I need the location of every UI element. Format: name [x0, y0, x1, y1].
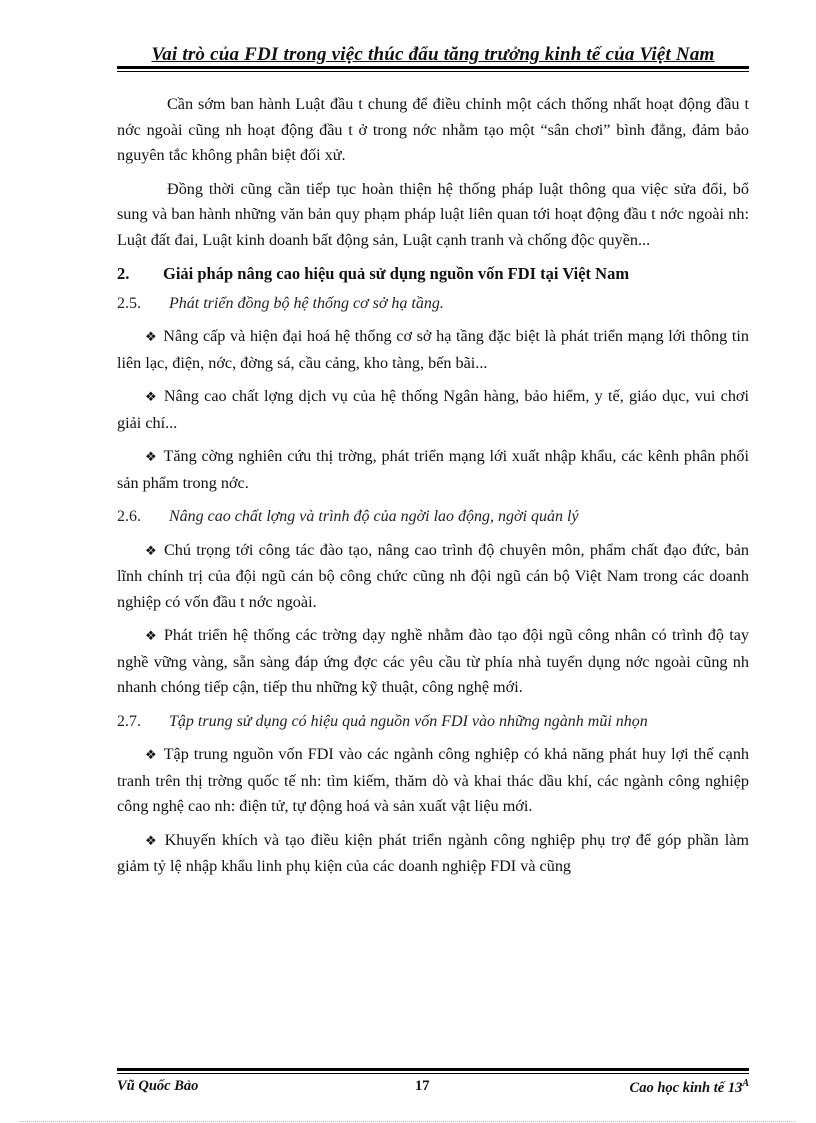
diamond-bullet-icon: ❖	[145, 450, 158, 465]
diamond-bullet-icon: ❖	[145, 330, 158, 345]
header-rule-thick	[117, 66, 749, 69]
footer-course-text: Cao học kinh tế 13	[629, 1079, 743, 1096]
page-number: 17	[415, 1078, 430, 1094]
footer-rule-thick	[117, 1068, 749, 1071]
bullet-text: Nâng cấp và hiện đại hoá hệ thống cơ sở hạ tầng đặc biệt là phát triển mạng lới thông tin liên lạc, điện, nớc, đờng sá, cầu cảng, kho tàng, bến bãi...	[117, 327, 749, 372]
section-heading	[117, 261, 749, 287]
subsection-heading	[117, 709, 749, 735]
bullet-text: Tăng cờng nghiên cứu thị trờng, phát triển mạng lới xuất nhập khẩu, các kênh phân phối sản phẩm trong nớc.	[117, 447, 750, 492]
page-bottom-dotted-border	[20, 1121, 796, 1122]
footer-course-superscript: A	[742, 1078, 749, 1089]
document-body	[117, 92, 749, 888]
bullet-text: Chú trọng tới công tác đào tạo, nâng cao trình độ chuyên môn, phẩm chất đạo đức, bản lĩnh chính trị của đội ngũ cán bộ công chức cũng nh đội ngũ cán bộ Việt Nam trong các doanh nghiệp có vốn đầu t nớc ngoài.	[117, 540, 750, 611]
section-number: 2.	[117, 264, 130, 283]
subsection-number: 2.6.	[117, 508, 141, 525]
bullet-text: Khuyến khích và tạo điều kiện phát triển ngành công nghiệp phụ trợ để góp phần làm giảm tỷ lệ nhập khẩu linh phụ kiện của các doanh nghiệp FDI và cũng	[117, 830, 749, 875]
diamond-bullet-icon: ❖	[145, 629, 158, 644]
diamond-bullet-icon: ❖	[145, 833, 159, 849]
page-header-title: Vai trò của FDI trong việc thúc đẩu tăng trưởng kinh tế của Việt Nam	[151, 44, 715, 65]
diamond-bullet-icon: ❖	[145, 543, 158, 559]
bullet-item	[117, 538, 749, 616]
bullet-item	[117, 444, 749, 496]
bullet-text: Nâng cao chất lợng dịch vụ của hệ thống Ngân hàng, bảo hiểm, y tế, giáo dục, vui chơi giải chí...	[117, 387, 749, 432]
page-footer	[117, 1078, 749, 1102]
subsection-heading	[117, 291, 749, 317]
subsection-title: Tập trung sử dụng có hiệu quả nguồn vốn FDI vào những ngành mũi nhọn	[169, 712, 648, 730]
footer-author: Vũ Quốc Bảo	[117, 1078, 199, 1094]
bullet-text: Tập trung nguồn vốn FDI vào các ngành công nghiệp có khả năng phát huy lợi thế cạnh tranh trên thị trờng quốc tế nh: tìm kiếm, thăm dò và khai thác dầu khí, các ngành công nghiệp công nghệ cao nh: điện tử, tự động hoá và sản xuất vật liệu mới.	[117, 745, 750, 815]
paragraph: Đồng thời cũng cần tiếp tục hoàn thiện hệ thống pháp luật thông qua việc sửa đổi, bổ sung và ban hành những văn bản quy phạm pháp luật liên quan tới hoạt động đầu t nớc ngoài nh: Luật đất đai, Luật kinh doanh bất động sản, Luật cạnh tranh và chống độc quyền...	[117, 179, 749, 249]
bullet-item	[117, 623, 749, 701]
subsection-number: 2.5.	[117, 294, 141, 312]
section-title: Giải pháp nâng cao hiệu quả sử dụng nguồn vốn FDI tại Việt Nam	[163, 264, 630, 283]
bullet-text: Phát triển hệ thống các trờng dạy nghề nhằm đào tạo đội ngũ công nhân có trình độ tay nghề vững vàng, sẵn sàng đáp ứng đợc các yêu cầu từ phía nhà tuyển dụng nớc ngoài cũng nh nhanh chóng tiếp cận, tiếp thu những kỹ thuật, công nghệ mới.	[117, 626, 749, 696]
subsection-title: Phát triển đồng bộ hệ thống cơ sở hạ tầng.	[169, 294, 444, 312]
bullet-item	[117, 742, 749, 820]
subsection-title: Nâng cao chất lợng và trình độ của ngời lao động, ngời quản lý	[169, 508, 579, 525]
diamond-bullet-icon: ❖	[145, 748, 158, 763]
bullet-item	[117, 324, 749, 376]
bullet-item	[117, 828, 749, 880]
subsection-number: 2.7.	[117, 712, 141, 730]
diamond-bullet-icon: ❖	[145, 390, 158, 405]
paragraph: Cần sớm ban hành Luật đầu t chung để điều chỉnh một cách thống nhất hoạt động đầu t nớc ngoài cũng nh hoạt động đầu t ở trong nớc nhằm tạo một “sân chơi” bình đẳng, đảm bảo nguyên tắc không phân biệt đối xử.	[117, 95, 749, 164]
footer-course	[630, 1078, 749, 1097]
footer-rule-thin	[117, 1073, 749, 1074]
subsection-heading	[117, 504, 749, 530]
bullet-item	[117, 384, 749, 436]
header-rule-thin	[117, 71, 749, 72]
